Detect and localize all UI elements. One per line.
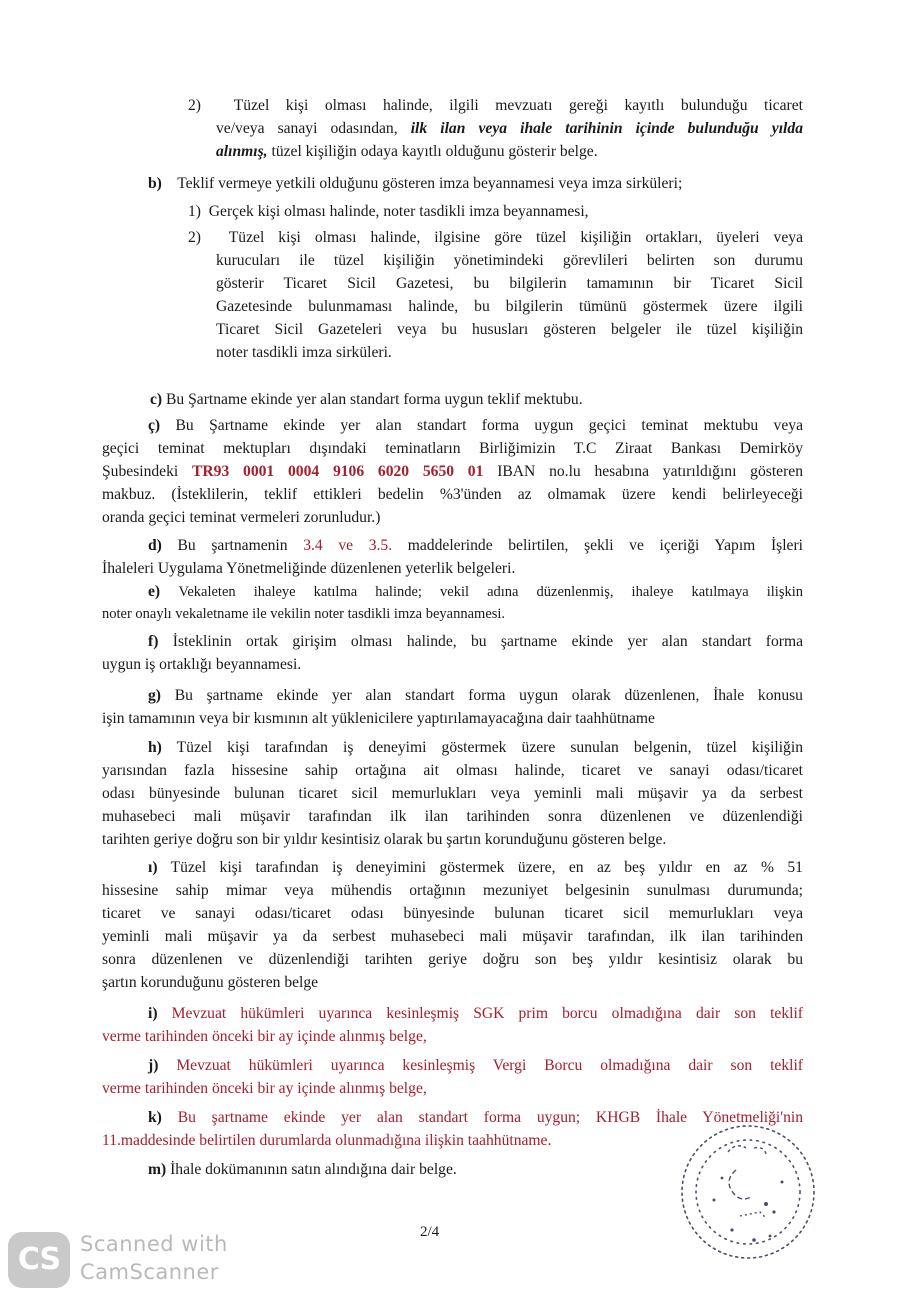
item-j-line1: j) Mevzuat hükümleri uyarınca kesinleşmiş Vergi Borcu olmadığına dair son teklif <box>148 1057 803 1074</box>
item-m: m) İhale dokümanının satın alındığına dair belge. <box>148 1161 457 1178</box>
item-b-sub2-line6: noter tasdikli imza sirküleri. <box>216 344 392 361</box>
item-b-sub1: 1) Gerçek kişi olması halinde, noter tasdikli imza beyannamesi, <box>188 203 589 220</box>
item-b-sub2-line5: Ticaret Sicil Gazeteleri veya bu hususları gösteren belgeler ile tüzel kişiliğin <box>216 321 803 338</box>
watermark-text: Scanned with CamScanner <box>80 1232 228 1284</box>
item-i-line2: verme tarihinden önceki bir ay içinde alınmış belge, <box>102 1028 427 1045</box>
item-k-line2: 11.maddesinde belirtilen durumlarda olunmadığına ilişkin taahhütname. <box>102 1132 552 1149</box>
item-cc-line4: makbuz. (İsteklilerin, teklif ettikleri bedelin %3'ünden az olmamak üzere kendi belirleyeceği <box>102 486 803 503</box>
item-ii-line6: şartın korunduğunu gösteren belge <box>102 974 319 991</box>
item-g-line2: işin tamamının veya bir kısmının alt yüklenicilere yaptırılamayacağına dair taahhütname <box>102 710 655 727</box>
iban-number: TR93 0001 0004 9106 6020 5650 01 <box>192 463 484 480</box>
item-a2-line3: alınmış, tüzel kişiliğin odaya kayıtlı olduğunu gösterir belge. <box>216 143 598 160</box>
item-h-line2: yarısından fazla hissesine sahip ortağına ait olması halinde, ticaret ve sanayi odası/ticaret <box>102 762 803 779</box>
item-e-line2: noter onaylı vekaletname ile vekilin noter tasdikli imza beyannamesi. <box>102 606 506 622</box>
item-h-line1: h) Tüzel kişi tarafından iş deneyimi göstermek üzere sunulan belgenin, tüzel kişiliğin <box>148 739 803 756</box>
item-cc-line3: Şubesindeki TR93 0001 0004 9106 6020 5650 01 IBAN no.lu hesabına yatırıldığını gösteren <box>102 463 804 480</box>
item-cc-line1: ç) Bu Şartname ekinde yer alan standart forma uygun geçici teminat mektubu veya <box>148 417 803 434</box>
item-h-line5: tarihten geriye doğru son bir yıldır kesintisiz olarak bu şartın korunduğunu gösteren belge. <box>102 831 667 848</box>
item-f-line2: uygun iş ortaklığı beyannamesi. <box>102 656 302 673</box>
item-f-line1: f) İsteklinin ortak girişim olması halinde, bu şartname ekinde yer alan standart forma <box>148 633 804 650</box>
item-ii-line2: hissesine sahip mimar veya mühendis ortağının mezuniyet belgesinin sunulması durumunda; <box>102 882 803 899</box>
item-e-line1: e) Vekaleten ihaleye katılma halinde; vekil adına düzenlenmiş, ihaleye katılmaya ilişkin <box>148 583 803 600</box>
page-number: 2/4 <box>420 1224 440 1240</box>
item-b-sub2-line4: Gazetesinde bulunmaması halinde, bu bilgilerin tümünü göstermek üzere ilgili <box>216 298 803 315</box>
item-i-line1: i) Mevzuat hükümleri uyarınca kesinleşmiş SGK prim borcu olmadığına dair son teklif <box>148 1005 803 1022</box>
item-cc-line2: geçici teminat mektupları dışındaki teminatların Birliğimizin T.C Ziraat Bankası Demirköy <box>102 440 803 457</box>
item-d-line2: İhaleleri Uygulama Yönetmeliğinde düzenlenen yeterlik belgeleri. <box>102 560 516 577</box>
item-h-line4: muhasebeci mali müşavir tarafından ilk ilan tarihinden sonra düzenlenen ve düzenlendiği <box>102 808 803 825</box>
item-b-sub2-line1: 2) Tüzel kişi olması halinde, ilgisine göre tüzel kişiliğin ortakları, üyeleri veya <box>188 229 803 246</box>
item-ii-line4: yeminli mali müşavir ya da serbest muhasebeci mali müşavir tarafından, ilk ilan tarihinden <box>102 928 803 945</box>
item-a2-line1: 2) Tüzel kişi olması halinde, ilgili mevzuatı gereği kayıtlı bulunduğu ticaret <box>188 97 804 114</box>
item-b-sub2-line2: kurucuları ile tüzel kişiliğin yönetimindeki görevlileri belirten son durumu <box>216 252 803 269</box>
item-ii-line1: ı) Tüzel kişi tarafından iş deneyimini göstermek üzere, en az beş yıldır en az % 51 <box>148 859 803 876</box>
item-j-line2: verme tarihinden önceki bir ay içinde alınmış belge, <box>102 1080 427 1097</box>
item-h-line3: odası bünyesinde bulunan ticaret sicil memurlukları veya yeminli mali müşavir ya da serbest <box>102 785 803 802</box>
item-k-line1: k) Bu şartname ekinde yer alan standart forma uygun; KHGB İhale Yönetmeliği'nin <box>148 1109 803 1126</box>
item-b-sub2-line3: gösterir Ticaret Sicil Gazetesi, bu bilgilerin tamamının bir Ticaret Sicil <box>216 275 803 292</box>
item-ii-line5: sonra düzenlenen ve düzenlendiği tarihten geriye doğru son beş yıldır kesintisiz olarak bu <box>102 951 803 968</box>
item-d-line1: d) Bu şartnamenin 3.4 ve 3.5. maddelerinde belirtilen, şekli ve içeriği Yapım İşleri <box>148 537 803 554</box>
item-cc-line5: oranda geçici teminat vermeleri zorunludur.) <box>102 509 381 526</box>
item-b: b) Teklif vermeye yetkili olduğunu gösteren imza beyannamesi veya imza sirküleri; <box>148 175 683 192</box>
item-ii-line3: ticaret ve sanayi odası/ticaret odası bünyesinde bulunan ticaret sicil memurlukları veya <box>102 905 803 922</box>
camscanner-watermark <box>8 1230 248 1292</box>
official-seal-stamp <box>670 1112 820 1272</box>
item-a2-line2: ve/veya sanayi odasından, ilk ilan veya ihale tarihinin içinde bulunduğu yılda <box>216 120 803 137</box>
item-g-line1: g) Bu şartname ekinde yer alan standart forma uygun olarak düzenlenen, İhale konusu <box>148 687 803 704</box>
item-c: c) Bu Şartname ekinde yer alan standart forma uygun teklif mektubu. <box>150 391 583 408</box>
camscanner-logo-icon: CS <box>8 1232 70 1288</box>
